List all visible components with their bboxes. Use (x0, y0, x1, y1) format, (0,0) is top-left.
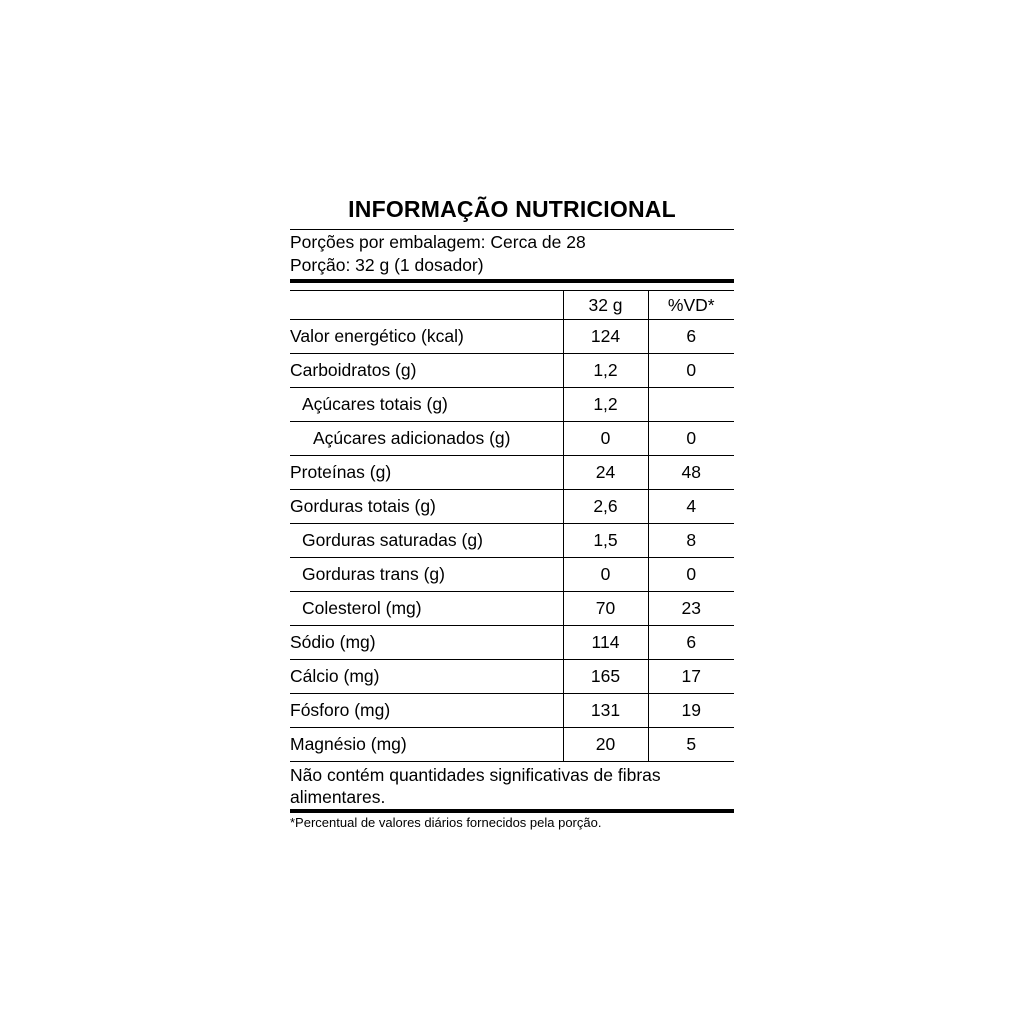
row-amount: 1,2 (563, 388, 648, 422)
row-amount: 20 (563, 728, 648, 762)
serving-info (290, 230, 734, 279)
nutrition-facts-panel (290, 193, 734, 831)
servings-per-package: Porções por embalagem: Cerca de 28 (290, 232, 586, 252)
divider-thick (290, 279, 734, 283)
row-label: Gorduras saturadas (g) (290, 524, 563, 558)
row-label: Gorduras trans (g) (290, 558, 563, 592)
row-dv: 48 (648, 456, 734, 490)
table-row (290, 456, 734, 490)
row-dv: 0 (648, 422, 734, 456)
row-dv: 17 (648, 660, 734, 694)
header-label (290, 291, 563, 320)
row-dv: 0 (648, 354, 734, 388)
row-dv: 5 (648, 728, 734, 762)
row-label: Valor energético (kcal) (290, 320, 563, 354)
row-amount: 124 (563, 320, 648, 354)
header-amount: 32 g (563, 291, 648, 320)
row-amount: 131 (563, 694, 648, 728)
row-dv: 6 (648, 320, 734, 354)
row-amount: 0 (563, 558, 648, 592)
table-row (290, 592, 734, 626)
row-dv: 4 (648, 490, 734, 524)
row-dv: 0 (648, 558, 734, 592)
table-row (290, 490, 734, 524)
table-row (290, 558, 734, 592)
row-label: Cálcio (mg) (290, 660, 563, 694)
table-row (290, 354, 734, 388)
table-row (290, 626, 734, 660)
row-dv (648, 388, 734, 422)
serving-size: Porção: 32 g (1 dosador) (290, 255, 484, 275)
panel-title: INFORMAÇÃO NUTRICIONAL (348, 196, 676, 222)
row-label: Carboidratos (g) (290, 354, 563, 388)
row-amount: 0 (563, 422, 648, 456)
row-amount: 1,5 (563, 524, 648, 558)
row-label: Magnésio (mg) (290, 728, 563, 762)
row-label: Gorduras totais (g) (290, 490, 563, 524)
dv-footnote: *Percentual de valores diários fornecidos pela porção. (290, 815, 602, 830)
table-row (290, 524, 734, 558)
table-row (290, 660, 734, 694)
row-amount: 165 (563, 660, 648, 694)
table-row (290, 388, 734, 422)
row-amount: 2,6 (563, 490, 648, 524)
table-header-row (290, 291, 734, 320)
nutrition-table (290, 290, 734, 762)
row-amount: 114 (563, 626, 648, 660)
table-row (290, 320, 734, 354)
header-dv: %VD* (648, 291, 734, 320)
row-dv: 8 (648, 524, 734, 558)
row-dv: 23 (648, 592, 734, 626)
row-label: Açúcares totais (g) (290, 388, 563, 422)
row-amount: 24 (563, 456, 648, 490)
row-label: Proteínas (g) (290, 456, 563, 490)
row-label: Colesterol (mg) (290, 592, 563, 626)
table-row (290, 422, 734, 456)
row-label: Sódio (mg) (290, 626, 563, 660)
row-amount: 70 (563, 592, 648, 626)
table-row (290, 728, 734, 762)
row-dv: 6 (648, 626, 734, 660)
row-label: Fósforo (mg) (290, 694, 563, 728)
table-row (290, 694, 734, 728)
row-label: Açúcares adicionados (g) (290, 422, 563, 456)
fiber-note: Não contém quantidades significativas de fibras alimentares. (290, 765, 661, 807)
row-amount: 1,2 (563, 354, 648, 388)
row-dv: 19 (648, 694, 734, 728)
